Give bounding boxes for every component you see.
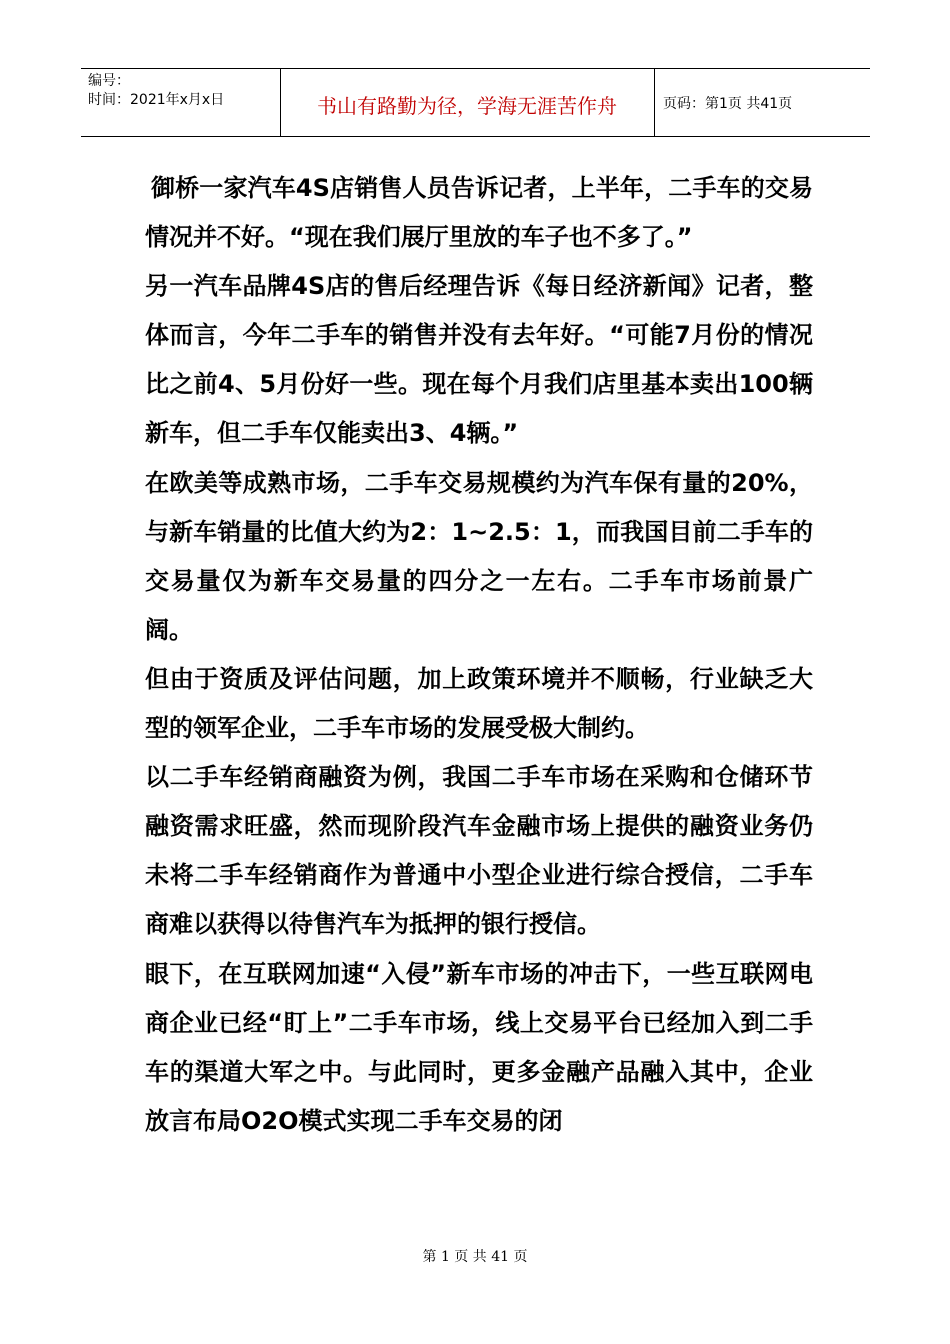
header-page-info: 页码：第1页 共41页 <box>663 96 793 112</box>
header-top-rule <box>81 68 870 69</box>
page-footer: 第 1 页 共 41 页 <box>422 1249 528 1265</box>
paragraph: 御桥一家汽车4S店销售人员告诉记者，上半年，二手车的交易情况并不好。“现在我们展厅里放的车子也不多了。” <box>145 174 813 252</box>
paragraph: 但由于资质及评估问题，加上政策环境并不顺畅，行业缺乏大型的领军企业，二手车市场的发展受极大制约。 <box>145 664 813 743</box>
paragraph: 以二手车经销商融资为例，我国二手车市场在采购和仓储环节融资需求旺盛，然而现阶段汽车金融市场上提供的融资业务仍未将二手车经销商作为普通中小型企业进行综合授信，二手车商难以获得以待售汽车为抵押的银行授信。 <box>145 763 813 939</box>
document-body <box>145 164 813 1146</box>
paragraph: 眼下，在互联网加速“入侵”新车市场的冲击下，一些互联网电商企业已经“盯上”二手车市场，线上交易平台已经加入到二手车的渠道大军之中。与此同时，更多金融产品融入其中，企业放言布局O2O模式实现二手车交易的闭 <box>145 959 813 1135</box>
paragraph: 另一汽车品牌4S店的售后经理告诉《每日经济新闻》记者，整体而言，今年二手车的销售并没有去年好。“可能7月份的情况比之前4、5月份好一些。现在每个月我们店里基本卖出100辆新车，但二手车仅能卖出3、4辆。” <box>145 272 813 448</box>
header-motto: 书山有路勤为径，学海无涯苦作舟 <box>317 94 617 118</box>
header-meta <box>88 72 224 110</box>
header-bottom-rule <box>81 136 870 137</box>
document-number-label: 编号： <box>88 73 130 89</box>
document-date: 时间：2021年x月x日 <box>88 92 225 108</box>
paragraph: 在欧美等成熟市场，二手车交易规模约为汽车保有量的20%，与新车销量的比值大约为2：1~2.5：1，而我国目前二手车的交易量仅为新车交易量的四分之一左右。二手车市场前景广阔。 <box>145 468 813 644</box>
header-divider-right <box>654 68 655 136</box>
